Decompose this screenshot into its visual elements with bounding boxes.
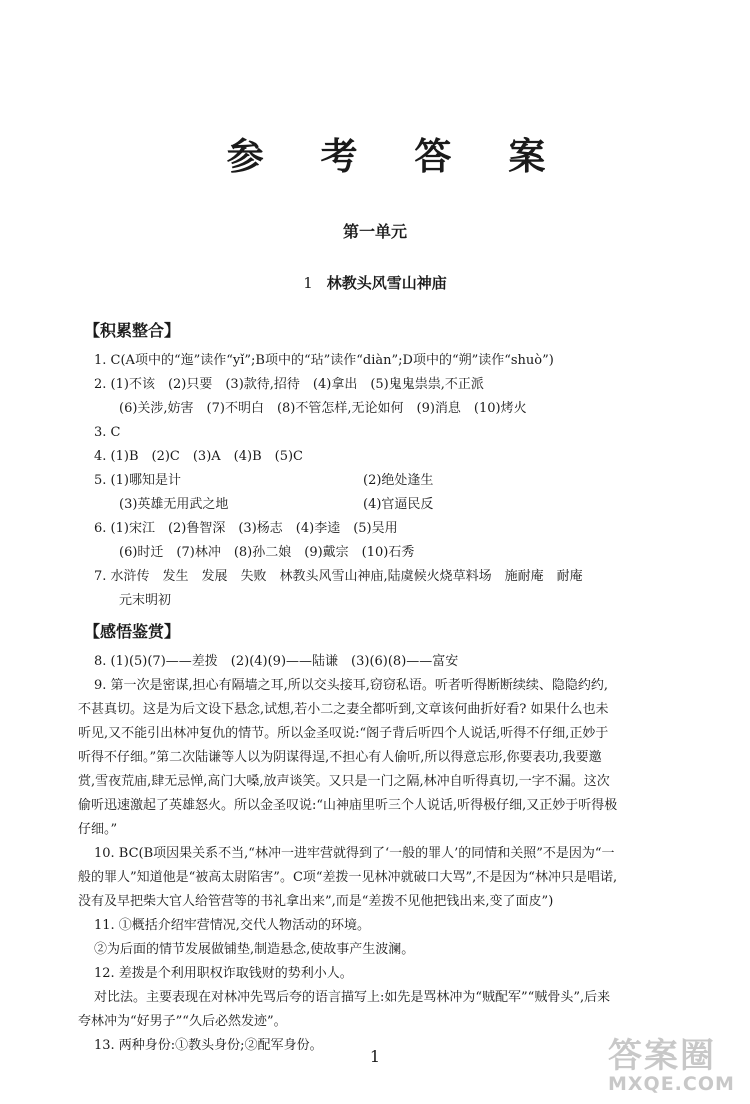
watermark-logo-text: 答案圈 xyxy=(608,1036,716,1076)
page-title: 参 考 答 案 xyxy=(226,135,568,178)
answer-9-line-7: 仔细。” xyxy=(78,822,118,837)
lesson-title: 林教头风雪山神庙 xyxy=(326,274,447,292)
answer-3: 3. C xyxy=(94,425,121,440)
unit-heading: 第一单元 xyxy=(342,222,407,241)
answer-6-line-1: 6. (1)宋江 (2)鲁智深 (3)杨志 (4)李逵 (5)吴用 xyxy=(94,521,398,536)
answer-9-line-4: 听得不仔细。”第二次陆谦等人以为阴谋得逞,不担心有人偷听,所以得意忘形,你要表功,我要邀 xyxy=(78,750,602,765)
answer-7-line-2: 元末明初 xyxy=(119,593,172,608)
section-accumulate: 【积累整合】 xyxy=(84,321,181,340)
answer-5-item-1: 5. (1)哪知是计 xyxy=(94,473,181,488)
answer-10-line-3: 没有及早把柴大官人给管营等的书礼拿出来”,而是“差拨不见他把钱出来,变了面皮”) xyxy=(78,894,554,909)
answer-12-line-3: 夸林冲为“好男子”“久后必然发迹”。 xyxy=(78,1014,287,1029)
watermark-url: MXQE.COM xyxy=(608,1073,735,1095)
answer-4: 4. (1)B (2)C (3)A (4)B (5)C xyxy=(94,449,303,464)
answer-9-line-2: 不甚真切。这是为后文设下悬念,试想,若小二之妻全都听到,文章该何曲折好看? 如果什么也未 xyxy=(78,702,609,717)
answer-10-line-1: 10. BC(B项因果关系不当,“林冲一进牢营就得到了‘一般的罪人’的同情和关照”不是因为“一 xyxy=(94,846,615,861)
section-appreciate: 【感悟鉴赏】 xyxy=(84,622,181,641)
answer-10-line-2: 般的罪人”知道他是“被高太尉陷害”。C项“差拨一见林冲就破口大骂”,不是因为“林冲只是唱诺, xyxy=(78,870,618,885)
answer-9-line-1: 9. 第一次是密谋,担心有隔墙之耳,所以交头接耳,窃窃私语。听者听得断断续续、隐隐约约, xyxy=(94,678,609,693)
answer-9-line-3: 听见,又不能引出林冲复仇的情节。所以金圣叹说:“阁子背后听四个人说话,听得不仔细,正妙于 xyxy=(78,726,609,741)
answer-6-line-2: (6)时迁 (7)林冲 (8)孙二娘 (9)戴宗 (10)石秀 xyxy=(119,545,415,560)
answer-12-line-2: 对比法。主要表现在对林冲先骂后夸的语言描写上:如先是骂林冲为“贼配军”“贼骨头”,后来 xyxy=(94,990,611,1005)
answer-11-line-2: ②为后面的情节发展做铺垫,制造悬念,使故事产生波澜。 xyxy=(94,942,415,957)
answer-5-item-2: (2)绝处逢生 xyxy=(363,473,434,488)
answer-1: 1. C(A项中的“迤”读作“yǐ”;B项中的“玷”读作“diàn”;D项中的“朔”读作“shuò”) xyxy=(94,353,554,368)
answer-7-line-1: 7. 水浒传 发生 发展 失败 林教头风雪山神庙,陆虞候火烧草料场 施耐庵 耐庵 xyxy=(94,569,583,584)
answer-5-item-4: (4)官逼民反 xyxy=(363,497,434,512)
answer-13: 13. 两种身份:①教头身份;②配军身份。 xyxy=(94,1038,323,1053)
answer-8: 8. (1)(5)(7)——差拨 (2)(4)(9)——陆谦 (3)(6)(8)——富安 xyxy=(94,654,459,669)
answer-12-line-1: 12. 差拨是个利用职权诈取钱财的势利小人。 xyxy=(94,966,353,981)
lesson-heading xyxy=(0,272,750,293)
answer-9-line-6: 偷听迅速激起了英雄怒火。所以金圣叹说:“山神庙里听三个人说话,听得极仔细,又正妙于听得极 xyxy=(78,798,618,813)
page-number: 1 xyxy=(369,1047,381,1066)
lesson-number: 1 xyxy=(303,274,313,292)
answer-5-item-3: (3)英雄无用武之地 xyxy=(119,497,229,512)
watermark xyxy=(608,1038,744,1100)
answer-2-line-2: (6)关涉,妨害 (7)不明白 (8)不管怎样,无论如何 (9)消息 (10)烤火 xyxy=(119,401,527,416)
answer-2-line-1: 2. (1)不该 (2)只要 (3)款待,招待 (4)拿出 (5)鬼鬼祟祟,不正派 xyxy=(94,377,484,392)
answer-11-line-1: 11. ①概括介绍牢营情况,交代人物活动的环境。 xyxy=(94,918,370,933)
answer-9-line-5: 赏,雪夜荒庙,肆无忌惮,高门大嗓,放声谈笑。又只是一门之隔,林冲自听得真切,一字不漏。这次 xyxy=(78,774,610,789)
